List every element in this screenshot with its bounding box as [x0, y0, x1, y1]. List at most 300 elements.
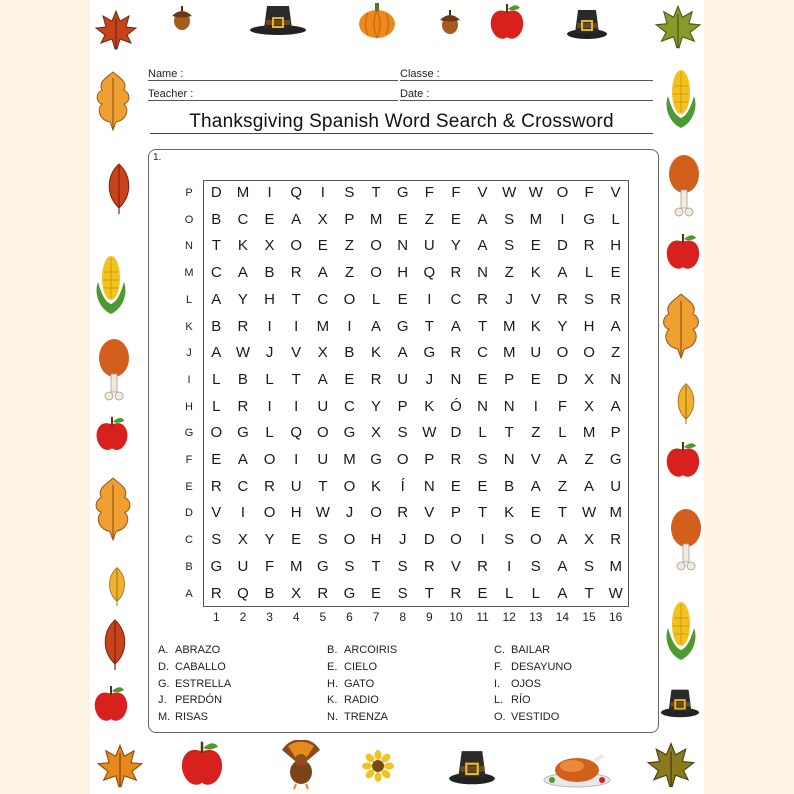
- grid-cell[interactable]: B: [211, 317, 222, 335]
- grid-cell[interactable]: Z: [424, 210, 434, 228]
- word-list-letter: O.: [494, 711, 506, 724]
- grid-cell[interactable]: K: [530, 317, 541, 335]
- grid-cell[interactable]: I: [240, 504, 246, 522]
- grid-cell[interactable]: A: [371, 317, 382, 335]
- grid-cell[interactable]: W: [315, 504, 330, 522]
- grid-cell[interactable]: A: [610, 397, 621, 415]
- grid-cell[interactable]: G: [583, 210, 595, 228]
- grid-cell[interactable]: I: [294, 451, 299, 468]
- grid-cell[interactable]: O: [529, 531, 542, 549]
- grid-cell[interactable]: M: [609, 557, 622, 575]
- apple-icon: [92, 414, 132, 454]
- grid-cell[interactable]: A: [557, 531, 568, 549]
- grid-cell[interactable]: P: [344, 210, 355, 228]
- grid-cell[interactable]: G: [210, 557, 223, 575]
- grid-cell[interactable]: I: [347, 317, 352, 335]
- grid-cell[interactable]: D: [450, 424, 462, 442]
- grid-cell[interactable]: L: [531, 584, 540, 602]
- grid-row: [203, 581, 629, 608]
- grid-cell[interactable]: S: [397, 584, 408, 602]
- grid-cell[interactable]: O: [450, 531, 462, 549]
- grid-cell[interactable]: I: [507, 557, 512, 575]
- grid-cell[interactable]: E: [477, 477, 488, 495]
- grid-cell[interactable]: Z: [344, 237, 355, 255]
- grid-cell[interactable]: B: [344, 344, 355, 362]
- grid-cell[interactable]: C: [210, 264, 222, 282]
- grid-cell[interactable]: G: [396, 317, 409, 335]
- word-list-item: [158, 694, 222, 706]
- grid-cell[interactable]: R: [610, 531, 622, 549]
- grid-cell[interactable]: D: [210, 184, 222, 201]
- grid-cell[interactable]: A: [557, 451, 568, 468]
- grid-cell[interactable]: S: [211, 531, 222, 549]
- grid-cell[interactable]: W: [235, 344, 251, 362]
- grid-cell[interactable]: P: [504, 370, 515, 388]
- grid-cell[interactable]: Z: [531, 424, 541, 442]
- grid-cell[interactable]: T: [371, 184, 381, 201]
- grid-cell[interactable]: F: [424, 184, 434, 201]
- row-label: M: [184, 267, 194, 280]
- grid-cell[interactable]: X: [317, 344, 328, 362]
- grid-cell[interactable]: R: [450, 584, 462, 602]
- grid-cell[interactable]: R: [477, 290, 488, 308]
- grid-cell[interactable]: R: [477, 557, 488, 575]
- grid-cell[interactable]: R: [423, 557, 435, 575]
- row-label: E: [185, 480, 193, 493]
- word-list-word: VESTIDO: [511, 711, 560, 724]
- grid-cell[interactable]: A: [450, 317, 461, 335]
- grid-cell[interactable]: V: [530, 451, 541, 468]
- pilgrim-hat-icon: [448, 744, 496, 788]
- grid-cell[interactable]: G: [609, 451, 622, 468]
- turkey-leg-icon: [96, 336, 132, 404]
- grid-cell[interactable]: F: [557, 397, 568, 415]
- class-label: Classe :: [400, 68, 440, 80]
- grid-cell[interactable]: J: [505, 290, 513, 308]
- grid-cell[interactable]: D: [557, 370, 568, 388]
- grid-cell[interactable]: W: [502, 184, 517, 201]
- grid-cell[interactable]: S: [530, 557, 541, 575]
- grid-cell[interactable]: Q: [290, 424, 303, 442]
- grid-cell[interactable]: E: [317, 237, 328, 255]
- grid-cell[interactable]: J: [398, 531, 407, 549]
- grid-cell[interactable]: D: [423, 531, 435, 549]
- grid-cell[interactable]: H: [583, 317, 595, 335]
- grid-cell[interactable]: P: [450, 504, 461, 522]
- grid-cell[interactable]: H: [610, 237, 622, 255]
- grid-cell[interactable]: V: [450, 557, 461, 575]
- grid-cell[interactable]: E: [397, 210, 408, 228]
- grid-cell[interactable]: S: [584, 557, 595, 575]
- oak-leaf-icon: [660, 292, 702, 360]
- grid-cell[interactable]: R: [450, 264, 462, 282]
- grid-cell[interactable]: W: [581, 504, 597, 522]
- grid-cell[interactable]: R: [237, 397, 249, 415]
- grid-cell[interactable]: B: [264, 584, 275, 602]
- grid-cell[interactable]: O: [263, 504, 276, 522]
- grid-cell[interactable]: E: [264, 210, 275, 228]
- grid-cell[interactable]: D: [557, 237, 568, 255]
- grid-cell[interactable]: I: [294, 317, 299, 335]
- grid-cell[interactable]: S: [344, 557, 355, 575]
- grid-cell[interactable]: O: [316, 424, 329, 442]
- grid-cell[interactable]: R: [290, 264, 302, 282]
- grid-cell[interactable]: U: [397, 370, 409, 388]
- grid-cell[interactable]: Y: [371, 397, 382, 415]
- grid-cell[interactable]: C: [237, 210, 249, 228]
- grid-cell[interactable]: O: [583, 344, 595, 362]
- grid-cell[interactable]: Q: [237, 584, 249, 602]
- grid-row: [203, 207, 629, 234]
- grid-cell[interactable]: U: [530, 344, 542, 362]
- grid-cell[interactable]: H: [264, 290, 275, 308]
- grid-cell[interactable]: R: [237, 317, 249, 335]
- pumpkin-icon: [356, 0, 398, 40]
- grid-cell[interactable]: O: [343, 290, 356, 308]
- grid-cell[interactable]: O: [343, 531, 356, 549]
- grid-cell[interactable]: K: [371, 344, 382, 362]
- grid-cell[interactable]: Y: [237, 290, 248, 308]
- grid-cell[interactable]: U: [290, 477, 302, 495]
- word-list-word: RADIO: [344, 694, 379, 707]
- grid-cell[interactable]: A: [237, 451, 248, 468]
- grid-cell[interactable]: Z: [344, 264, 355, 282]
- grid-cell[interactable]: G: [237, 424, 249, 442]
- grid-cell[interactable]: L: [371, 290, 381, 308]
- grid-cell[interactable]: P: [424, 451, 435, 468]
- grid-cell[interactable]: M: [502, 344, 516, 362]
- grid-cell[interactable]: I: [480, 531, 485, 549]
- grid-cell[interactable]: N: [477, 264, 488, 282]
- grid-cell[interactable]: T: [424, 317, 434, 335]
- grid-cell[interactable]: G: [370, 451, 382, 468]
- grid-cell[interactable]: G: [396, 184, 409, 201]
- grid-cell[interactable]: E: [344, 370, 355, 388]
- column-number: 14: [555, 610, 570, 624]
- grid-cell[interactable]: Y: [557, 317, 568, 335]
- grid-cell[interactable]: T: [424, 584, 434, 602]
- grid-cell[interactable]: X: [237, 531, 248, 549]
- grid-cell[interactable]: M: [369, 210, 383, 228]
- grid-cell[interactable]: R: [210, 477, 222, 495]
- grid-cell[interactable]: M: [582, 424, 596, 442]
- grid-cell[interactable]: W: [528, 184, 543, 201]
- grid-cell[interactable]: A: [557, 264, 568, 282]
- grid-cell[interactable]: M: [236, 184, 250, 201]
- grid-cell[interactable]: F: [451, 184, 461, 201]
- grid-cell[interactable]: T: [584, 584, 594, 602]
- grid-cell[interactable]: O: [556, 344, 569, 362]
- grid-cell[interactable]: X: [584, 531, 595, 549]
- grid-cell[interactable]: R: [450, 451, 462, 468]
- grid-cell[interactable]: F: [584, 184, 594, 201]
- grid-cell[interactable]: V: [211, 504, 222, 522]
- grid-cell[interactable]: E: [530, 370, 541, 388]
- grid-cell[interactable]: L: [265, 370, 274, 388]
- name-line[interactable]: [148, 80, 398, 81]
- grid-cell[interactable]: T: [477, 317, 488, 335]
- grid-cell[interactable]: S: [584, 290, 595, 308]
- grid-cell[interactable]: T: [211, 237, 221, 255]
- grid-cell[interactable]: A: [211, 290, 222, 308]
- grid-cell[interactable]: I: [320, 184, 325, 201]
- grid-cell[interactable]: T: [371, 557, 381, 575]
- grid-cell[interactable]: Y: [450, 237, 461, 255]
- grid-cell[interactable]: V: [477, 184, 488, 201]
- grid-cell[interactable]: N: [477, 397, 488, 415]
- corn-icon: [662, 66, 700, 132]
- grid-cell[interactable]: U: [423, 237, 435, 255]
- grid-cell[interactable]: R: [397, 504, 409, 522]
- grid-cell[interactable]: A: [477, 210, 488, 228]
- grid-cell[interactable]: I: [267, 184, 272, 201]
- column-number: 8: [399, 610, 407, 624]
- grid-cell[interactable]: X: [317, 210, 328, 228]
- grid-cell[interactable]: S: [504, 237, 515, 255]
- grid-cell[interactable]: R: [610, 290, 622, 308]
- grid-cell[interactable]: S: [397, 424, 408, 442]
- grid-cell[interactable]: J: [425, 370, 434, 388]
- word-list-letter: N.: [327, 711, 338, 724]
- word-list-letter: B.: [327, 644, 338, 656]
- grid-cell[interactable]: T: [291, 370, 301, 388]
- grid-cell[interactable]: A: [530, 477, 541, 495]
- grid-cell[interactable]: V: [610, 184, 621, 201]
- grid-cell[interactable]: O: [370, 264, 382, 282]
- grid-cell[interactable]: S: [317, 531, 328, 549]
- grid-cell[interactable]: R: [583, 237, 595, 255]
- grid-cell[interactable]: Q: [423, 264, 436, 282]
- grid-cell[interactable]: L: [584, 264, 594, 282]
- grid-cell[interactable]: S: [504, 531, 515, 549]
- grid-cell[interactable]: L: [558, 424, 567, 442]
- grid-cell[interactable]: Z: [557, 477, 568, 495]
- grid-cell[interactable]: C: [344, 397, 355, 415]
- name-label: Name :: [148, 68, 184, 80]
- grid-cell[interactable]: R: [557, 290, 568, 308]
- grid-cell[interactable]: E: [397, 290, 408, 308]
- grid-cell[interactable]: T: [504, 424, 514, 442]
- turkey-leg-icon: [666, 152, 702, 220]
- grid-cell[interactable]: I: [533, 397, 538, 415]
- grid-cell[interactable]: G: [423, 344, 436, 362]
- grid-cell[interactable]: O: [343, 477, 356, 495]
- grid-cell[interactable]: R: [264, 477, 275, 495]
- word-list-letter: C.: [494, 644, 505, 656]
- grid-cell[interactable]: A: [477, 237, 488, 255]
- grid-cell[interactable]: A: [557, 557, 568, 575]
- grid-cell[interactable]: E: [211, 451, 222, 468]
- grid-cell[interactable]: O: [210, 424, 223, 442]
- grid-cell[interactable]: M: [343, 451, 356, 468]
- grid-cell[interactable]: E: [477, 584, 488, 602]
- grid-cell[interactable]: O: [370, 237, 382, 255]
- grid-cell[interactable]: I: [267, 317, 272, 335]
- grid-cell[interactable]: A: [317, 370, 328, 388]
- grid-cell[interactable]: X: [371, 424, 382, 442]
- word-list-word: CABALLO: [175, 660, 226, 673]
- grid-cell[interactable]: R: [450, 344, 462, 362]
- grid-cell[interactable]: H: [397, 264, 409, 282]
- grid-cell[interactable]: L: [478, 424, 487, 442]
- grid-cell[interactable]: S: [397, 557, 408, 575]
- grid-cell[interactable]: A: [317, 264, 328, 282]
- maple-leaf-icon: [646, 740, 696, 790]
- grid-cell[interactable]: I: [560, 210, 565, 228]
- leaf-icon: [100, 618, 130, 670]
- column-number: 7: [372, 610, 380, 624]
- grid-cell[interactable]: C: [450, 290, 462, 308]
- grid-cell[interactable]: Í: [400, 477, 405, 495]
- grid-cell[interactable]: R: [317, 584, 329, 602]
- grid-cell[interactable]: R: [370, 370, 382, 388]
- grid-cell[interactable]: V: [291, 344, 302, 362]
- grid-cell[interactable]: O: [290, 237, 303, 255]
- grid-cell[interactable]: U: [317, 397, 329, 415]
- grid-cell[interactable]: K: [371, 477, 382, 495]
- grid-cell[interactable]: C: [237, 477, 249, 495]
- column-number: 10: [449, 610, 463, 624]
- grid-cell[interactable]: T: [291, 290, 301, 308]
- grid-cell[interactable]: S: [477, 451, 488, 468]
- grid-cell[interactable]: E: [291, 531, 302, 549]
- row-label: D: [185, 507, 193, 520]
- grid-cell[interactable]: Y: [264, 531, 275, 549]
- word-list-item: [494, 711, 559, 723]
- grid-cell[interactable]: H: [370, 531, 382, 549]
- grid-cell[interactable]: E: [530, 237, 541, 255]
- grid-cell[interactable]: V: [530, 290, 541, 308]
- grid-cell[interactable]: S: [504, 210, 515, 228]
- grid-cell[interactable]: A: [610, 317, 621, 335]
- grid-cell[interactable]: U: [317, 451, 329, 468]
- word-list-word: RISAS: [175, 711, 209, 724]
- oak-leaf-icon: [94, 70, 132, 132]
- grid-cell[interactable]: C: [317, 290, 329, 308]
- grid-cell[interactable]: Z: [611, 344, 621, 362]
- grid-cell[interactable]: E: [450, 210, 461, 228]
- column-number: 16: [609, 610, 623, 624]
- grid-cell[interactable]: M: [529, 210, 543, 228]
- row-label: F: [185, 454, 193, 466]
- grid-cell[interactable]: P: [610, 424, 621, 442]
- grid-cell[interactable]: N: [503, 451, 515, 468]
- grid-cell[interactable]: E: [477, 370, 488, 388]
- grid-cell[interactable]: G: [343, 584, 356, 602]
- grid-cell[interactable]: U: [237, 557, 249, 575]
- class-line[interactable]: [400, 80, 653, 81]
- grid-cell[interactable]: K: [424, 397, 435, 415]
- grid-cell[interactable]: B: [211, 210, 222, 228]
- grid-cell[interactable]: W: [422, 424, 437, 442]
- grid-cell[interactable]: B: [504, 477, 515, 495]
- grid-cell[interactable]: X: [584, 370, 595, 388]
- grid-cell[interactable]: A: [291, 210, 302, 228]
- grid-cell[interactable]: I: [267, 397, 272, 415]
- grid-cell[interactable]: O: [370, 504, 382, 522]
- grid-cell[interactable]: U: [610, 477, 622, 495]
- grid-cell[interactable]: K: [237, 237, 248, 255]
- grid-cell[interactable]: A: [211, 344, 222, 362]
- grid-cell[interactable]: O: [396, 451, 409, 468]
- grid-cell[interactable]: B: [264, 264, 275, 282]
- grid-cell[interactable]: A: [584, 477, 595, 495]
- grid-cell[interactable]: W: [608, 584, 623, 602]
- teacher-line[interactable]: [148, 100, 398, 101]
- word-list-item: [494, 661, 572, 673]
- grid-cell[interactable]: B: [237, 370, 248, 388]
- grid-cell[interactable]: J: [345, 504, 354, 522]
- column-number: 15: [582, 610, 596, 624]
- grid-cell[interactable]: C: [477, 344, 488, 362]
- date-line[interactable]: [400, 100, 653, 101]
- grid-cell[interactable]: P: [397, 397, 408, 415]
- grid-cell[interactable]: E: [450, 477, 461, 495]
- grid-cell[interactable]: M: [609, 504, 622, 522]
- grid-cell[interactable]: L: [212, 370, 221, 388]
- grid-cell[interactable]: K: [530, 264, 541, 282]
- grid-cell[interactable]: M: [316, 317, 330, 335]
- grid-cell[interactable]: X: [584, 397, 595, 415]
- grid-cell[interactable]: A: [557, 584, 568, 602]
- grid-cell[interactable]: L: [611, 210, 620, 228]
- grid-cell[interactable]: T: [477, 504, 488, 522]
- grid-cell[interactable]: E: [530, 504, 541, 522]
- grid-cell[interactable]: H: [290, 504, 302, 522]
- grid-cell[interactable]: K: [504, 504, 515, 522]
- grid-cell[interactable]: A: [397, 344, 408, 362]
- row-label: N: [185, 240, 193, 253]
- grid-cell[interactable]: I: [427, 290, 432, 308]
- grid-cell[interactable]: E: [610, 264, 621, 282]
- grid-cell[interactable]: V: [424, 504, 435, 522]
- grid-cell[interactable]: N: [503, 397, 515, 415]
- grid-cell[interactable]: J: [265, 344, 274, 362]
- grid-cell[interactable]: E: [371, 584, 382, 602]
- grid-cell[interactable]: M: [289, 557, 303, 575]
- grid-cell[interactable]: G: [316, 557, 329, 575]
- grid-cell[interactable]: Q: [290, 184, 303, 201]
- corn-icon: [92, 252, 130, 318]
- word-list-letter: H.: [327, 677, 338, 690]
- grid-cell[interactable]: S: [344, 184, 355, 201]
- grid-cell[interactable]: R: [210, 584, 222, 602]
- grid-cell[interactable]: X: [291, 584, 302, 602]
- grid-cell[interactable]: N: [610, 370, 622, 388]
- grid-cell[interactable]: Z: [504, 264, 514, 282]
- grid-cell[interactable]: G: [343, 424, 356, 442]
- grid-cell[interactable]: F: [264, 557, 275, 575]
- grid-cell[interactable]: N: [450, 370, 462, 388]
- grid-cell[interactable]: A: [237, 264, 248, 282]
- grid-cell[interactable]: N: [423, 477, 435, 495]
- grid-cell[interactable]: M: [502, 317, 516, 335]
- grid-cell[interactable]: Z: [584, 451, 594, 468]
- grid-cell[interactable]: L: [212, 397, 221, 415]
- grid-cell[interactable]: I: [294, 397, 299, 415]
- grid-row: [203, 260, 629, 287]
- grid-cell[interactable]: O: [556, 184, 569, 201]
- grid-cell[interactable]: O: [263, 451, 276, 468]
- grid-cell[interactable]: T: [557, 504, 568, 522]
- grid-cell[interactable]: T: [318, 477, 328, 495]
- grid-cell[interactable]: N: [397, 237, 409, 255]
- grid-row: [203, 420, 629, 447]
- grid-cell[interactable]: L: [505, 584, 514, 602]
- grid-cell[interactable]: L: [265, 424, 274, 442]
- grid-cell[interactable]: Ó: [450, 397, 462, 415]
- grid-cell[interactable]: X: [264, 237, 275, 255]
